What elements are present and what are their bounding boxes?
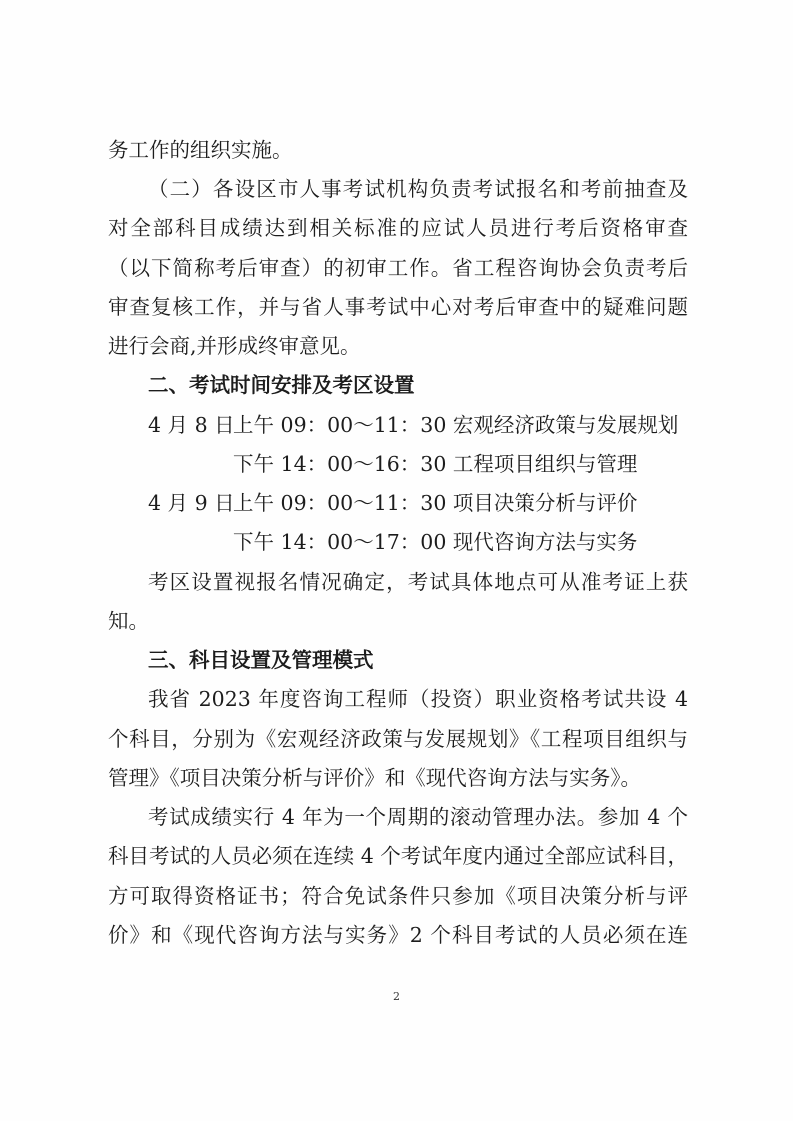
schedule-time: 09：00～11：30 bbox=[280, 413, 447, 437]
paragraph-line: 价》和《现代咨询方法与实务》2 个科目考试的人员必须在连 bbox=[108, 923, 688, 947]
paragraph-line: （以下简称考后审查）的初审工作。省工程咨询协会负责考后 bbox=[108, 256, 688, 280]
paragraph-line: 审查复核工作，并与省人事考试中心对考后审查中的疑难问题 bbox=[108, 295, 688, 319]
schedule-period: 上午 bbox=[233, 413, 274, 437]
schedule-time: 14：00～16：30 bbox=[280, 452, 447, 476]
paragraph-line: 科目考试的人员必须在连续 4 个考试年度内通过全部应试科目， bbox=[108, 844, 688, 868]
schedule-period: 下午 bbox=[233, 452, 274, 476]
schedule-row bbox=[148, 449, 637, 479]
schedule-date: 4 月 8 日 bbox=[148, 413, 235, 437]
page-number: 2 bbox=[393, 990, 400, 1003]
paragraph-line: 我省 2023 年度咨询工程师（投资）职业资格考试共设 4 bbox=[148, 687, 688, 711]
paragraph-line: （二）各设区市人事考试机构负责考试报名和考前抽查及 bbox=[148, 177, 688, 201]
section-heading: 二、考试时间安排及考区设置 bbox=[148, 373, 415, 397]
section-heading: 三、科目设置及管理模式 bbox=[148, 648, 374, 672]
schedule-row bbox=[148, 527, 637, 557]
schedule-period: 下午 bbox=[233, 530, 274, 554]
paragraph-line: 考试成绩实行 4 年为一个周期的滚动管理办法。参加 4 个 bbox=[148, 805, 688, 829]
schedule-time: 09：00～11：30 bbox=[280, 491, 447, 515]
schedule-subject: 项目决策分析与评价 bbox=[452, 491, 638, 515]
paragraph-line: 方可取得资格证书；符合免试条件只参加《项目决策分析与评 bbox=[108, 884, 688, 908]
schedule-subject: 宏观经济政策与发展规划 bbox=[452, 413, 679, 437]
schedule-row bbox=[148, 488, 637, 518]
schedule-time: 14：00～17：00 bbox=[280, 530, 447, 554]
paragraph-line: 管理》《项目决策分析与评价》和《现代咨询方法与实务》。 bbox=[108, 766, 641, 790]
paragraph-line: 务工作的组织实施。 bbox=[108, 138, 293, 162]
schedule-subject: 现代咨询方法与实务 bbox=[452, 530, 638, 554]
schedule-period: 上午 bbox=[233, 491, 274, 515]
paragraph-line: 考区设置视报名情况确定，考试具体地点可从准考证上获 bbox=[148, 570, 688, 594]
paragraph-line: 个科目，分别为《宏观经济政策与发展规划》《工程项目组织与 bbox=[108, 727, 688, 751]
paragraph-line: 对全部科目成绩达到相关标准的应试人员进行考后资格审查 bbox=[108, 216, 688, 240]
schedule-date: 4 月 9 日 bbox=[148, 491, 235, 515]
schedule-row bbox=[148, 410, 678, 440]
schedule-subject: 工程项目组织与管理 bbox=[452, 452, 638, 476]
paragraph-line: 知。 bbox=[108, 609, 149, 633]
paragraph-line: 进行会商,并形成终审意见。 bbox=[108, 334, 361, 358]
